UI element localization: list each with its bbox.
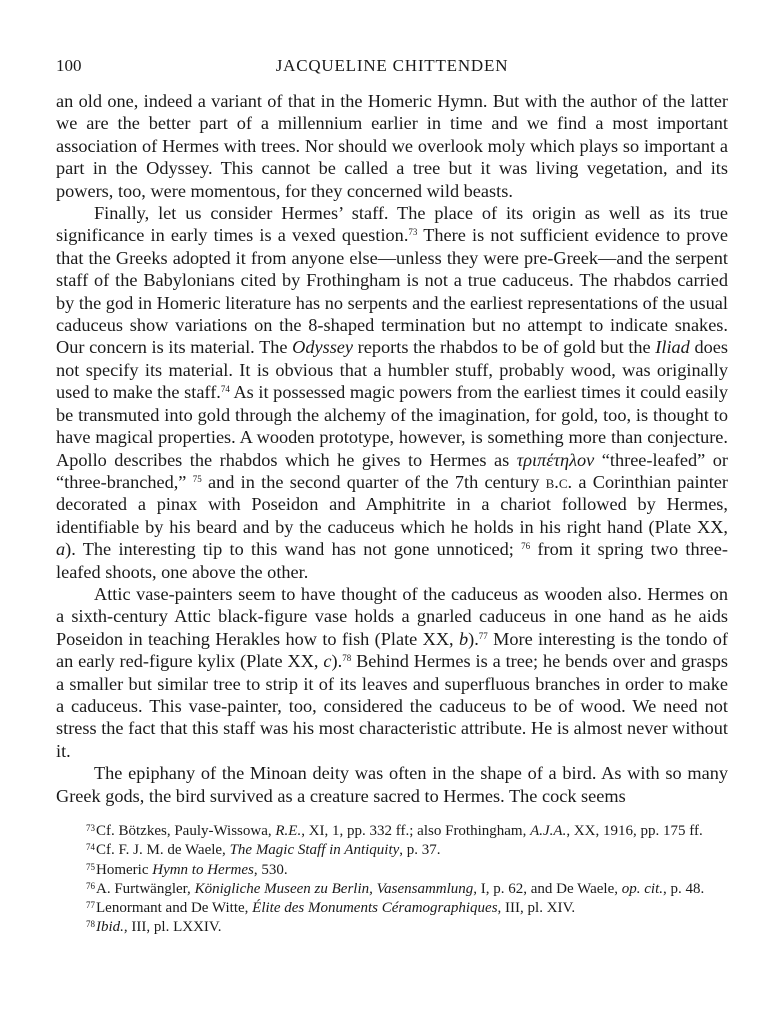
footnote-number: 76: [86, 880, 95, 891]
text-run: , III, pl. XIV.: [497, 900, 576, 917]
text-run: does not specify its material. It is obvious that a humbler stuff, probably wood, was originally used to make the staff.: [56, 337, 728, 403]
footnote-reference: 75: [192, 473, 202, 484]
text-run: More interesting is the tondo of an early red-figure kylix (Plate XX,: [56, 628, 728, 672]
text-run: , XX, 1916, pp. 175 ff.: [566, 823, 703, 839]
text-run: , p. 48.: [663, 880, 705, 897]
italic-text: Königliche Museen zu Berlin, Vasensammlung: [194, 880, 474, 897]
footnote-reference: 73: [408, 227, 418, 238]
footnote: [56, 918, 728, 937]
body-text: [56, 90, 728, 807]
text-run: , I, p. 62, and De Waele,: [473, 880, 622, 897]
text-run: ).: [331, 651, 343, 672]
footnote-number: 73: [86, 823, 95, 833]
text-run: from it spring two three-leafed shoots, one above the other.: [56, 539, 728, 582]
footnote-reference: 74: [220, 384, 230, 395]
small-caps-text: b.c.: [545, 471, 573, 492]
footnotes: [56, 822, 728, 938]
text-run: Cf. F. J. M. de Waele,: [96, 842, 230, 859]
italic-text: Élite des Monuments Céramographiques: [252, 900, 498, 917]
text-run: The epiphany of the Minoan deity was often in the shape of a bird. As with so many Greek gods, the bird survived as a creature sacred to Hermes. The cock seems: [56, 763, 728, 806]
body-paragraph: [56, 583, 728, 762]
italic-text: op. cit.: [621, 880, 664, 897]
text-run: , p. 37.: [399, 842, 441, 859]
text-run: “three-leafed” or “three-branched,”: [56, 449, 728, 492]
footnote: [56, 841, 728, 860]
footnote-number: 78: [86, 919, 95, 930]
footnote-reference: 77: [478, 630, 488, 641]
text-run: an old one, indeed a variant of that in the Homeric Hymn. But with the author of the latter we are the better part of a millennium earlier in time and we find a most important association of Hermes with trees. Nor should we overlook moly which plays so important a part in the Odyssey. This cannot be called a tree but it was living vegetation, and its powers, too, were momentous, for they concerned wild beasts.: [56, 91, 728, 201]
text-run: Lenormant and De Witte,: [96, 900, 253, 917]
italic-text: b: [458, 628, 469, 649]
text-run: a Corinthian painter decorated a pinax with Poseidon and Amphitrite in a chariot followed by Hermes, identifiable by his beard and by the caduceus which he holds in his right hand (Plate XX,: [56, 471, 728, 537]
italic-text: The Magic Staff in Antiquity: [229, 842, 400, 859]
italic-text: A.J.A.: [530, 823, 567, 839]
running-head: JACQUELINE CHITTENDEN: [275, 56, 509, 75]
footnote-reference: 76: [521, 541, 531, 552]
italic-text: Hymn to Hermes: [152, 861, 254, 878]
footnote-number: 77: [86, 900, 95, 911]
italic-text: c: [323, 651, 332, 672]
text-run: , 530.: [253, 861, 288, 878]
italic-text: Odyssey: [292, 337, 354, 358]
text-run: reports the rhabdos to be of gold but the: [353, 337, 656, 358]
text-run: A. Furtwängler,: [96, 880, 195, 897]
body-paragraph: [56, 90, 728, 202]
footnote: [56, 822, 728, 841]
text-run: Finally, let us consider Hermes’ staff. The place of its origin as well as its true significance in early times is a vexed question.: [56, 203, 728, 246]
text-run: There is not sufficient evidence to prove that the Greeks adopted it from anyone else—unless they were pre-Greek—and the serpent staff of the Babylonians cited by Frothingham is not a true caduceus. The rhabdos carried by the god in Homeric literature has no serpents and the earliest representations of the usual caduceus show variations on the 8-shaped termination but no attempt to indicate snakes. Our concern is its material. The: [56, 225, 728, 358]
footnote: [56, 899, 728, 918]
text-run: Cf. Bötzkes, Pauly-Wissowa,: [96, 823, 276, 839]
text-run: , III, pl. LXXIV.: [123, 919, 222, 936]
footnote: [56, 880, 728, 899]
italic-text: Ibid.: [96, 919, 124, 936]
page-header: [56, 56, 728, 80]
footnote: [56, 861, 728, 880]
footnote-number: 75: [86, 861, 95, 872]
body-paragraph: [56, 762, 728, 807]
text-run: Homeric: [96, 861, 153, 878]
text-run: , XI, 1, pp. 332 ff.; also Frothingham,: [301, 823, 531, 839]
body-paragraph: [56, 202, 728, 583]
text-run: Behind Hermes is a tree; he bends over and grasps a smaller but similar tree to strip it of its leaves and superfluous branches in order to make a caduceus. This vase-painter, too, considered the caduceus to be of wood. We need not stress the fact that this staff was his most characteristic attribute. He is almost never without it.: [56, 651, 728, 761]
italic-text: R.E.: [275, 823, 302, 839]
italic-text: a: [56, 539, 66, 560]
italic-text: Iliad: [655, 337, 690, 358]
text-run: ). The interesting tip to this wand has not gone unnoticed;: [65, 539, 522, 560]
footnote-number: 74: [86, 842, 95, 853]
footnote-reference: 78: [342, 653, 352, 664]
text-run: As it possessed magic powers from the earliest times it could easily be transmuted into gold through the alchemy of the imagination, for gold, too, is thought to have magical properties. A wooden prototype, however, is something more than conjecture. Apollo describes the rhabdos which he gives to Hermes as: [56, 382, 729, 470]
text-run: Attic vase-painters seem to have thought of the caduceus as wooden also. Hermes on a sixth-century Attic black-figure vase holds a gnarled caduceus in one hand as he aids Poseidon in teaching Herakles how to fish (Plate XX,: [56, 583, 728, 649]
page-number: 100: [56, 56, 82, 75]
italic-text: τριπέτηλον: [516, 449, 595, 470]
text-run: ).: [468, 628, 479, 649]
text-run: and in the second quarter of the 7th century: [201, 471, 546, 492]
